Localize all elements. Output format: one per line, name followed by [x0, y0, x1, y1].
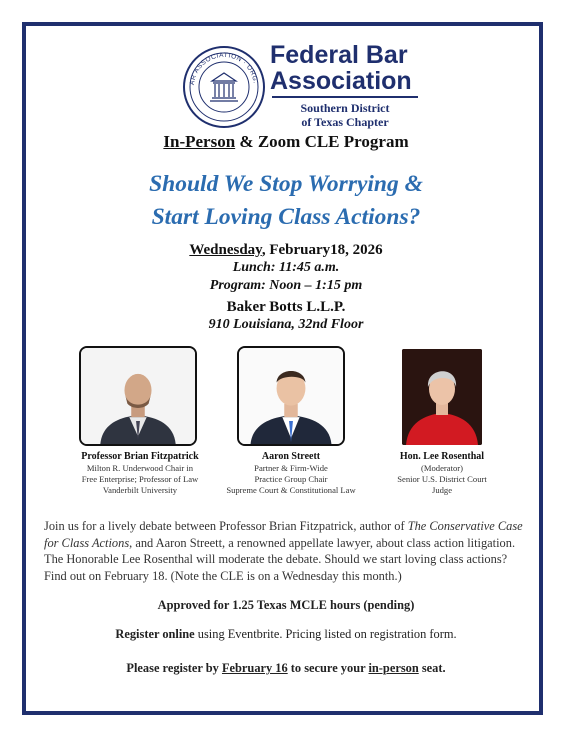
speaker-info-rosenthal [372, 451, 512, 496]
event-program-time: Program: Noon – 1:15 pm [209, 278, 363, 293]
chapter-line1: Southern District [300, 101, 390, 115]
fba-seal-logo [182, 45, 266, 129]
speaker-title-line: Free Enterprise; Professor of Law [81, 474, 199, 484]
program-type [0, 132, 572, 152]
speaker-title-line: Judge [431, 485, 453, 495]
event-date-text: , February18, 2026 [261, 242, 383, 258]
deadline-text-3: seat. [418, 661, 446, 675]
mcle-approval: Approved for 1.25 Texas MCLE hours (pending) [157, 598, 415, 612]
org-name-block [270, 42, 430, 129]
speaker-info-fitzpatrick [60, 451, 220, 496]
speaker-title-line: Practice Group Chair [254, 474, 328, 484]
description-part1: Join us for a lively debate between Professor Brian Fitzpatrick, author of [44, 519, 408, 533]
register-info [0, 627, 572, 642]
speaker-name: Hon. Lee Rosenthal [399, 451, 485, 462]
seal-text: AR ASSOCIATION · ORG. [188, 51, 259, 86]
register-rest: using Eventbrite. Pricing listed on registration form. [194, 627, 457, 641]
speaker-name: Professor Brian Fitzpatrick [81, 451, 199, 462]
event-title-line1: Should We Stop Worrying & [149, 171, 423, 197]
deadline-text-1: Please register by [126, 661, 222, 675]
chapter-line2: of Texas Chapter [301, 115, 389, 129]
speaker-photo-streett [237, 346, 345, 446]
speaker-photo-rosenthal [402, 349, 482, 445]
book-title: The Conservative Case for Class Actions [44, 519, 523, 550]
speaker-title-line: Senior U.S. District Court [397, 474, 487, 484]
speaker-title-line: Supreme Court & Constitutional Law [226, 485, 356, 495]
speaker-title-line: Partner & Firm-Wide [254, 463, 328, 473]
org-name-line1: Federal Bar [270, 41, 408, 69]
register-online-label: Register online [115, 627, 195, 641]
deadline-text-2: to secure your [287, 661, 369, 675]
speaker-info-streett [213, 451, 369, 496]
deadline-date: February 16 [221, 661, 288, 675]
speaker-title-line: Vanderbilt University [102, 485, 178, 495]
event-lunch: Lunch: 11:45 a.m. [232, 260, 340, 275]
org-divider [272, 96, 418, 98]
speaker-photo-fitzpatrick [79, 346, 197, 446]
registration-deadline [0, 661, 572, 676]
speaker-name: Aaron Streett [261, 451, 321, 462]
program-in-person: In-Person [163, 132, 236, 151]
event-venue: Baker Botts L.L.P. [226, 299, 346, 315]
speaker-title-line: (Moderator) [421, 463, 463, 473]
deadline-in-person: in-person [368, 661, 419, 675]
event-date [0, 242, 572, 259]
speaker-title-line: Milton R. Underwood Chair in [86, 463, 194, 473]
description-part2: , and Aaron Streett, a renowned appellate lawyer, about class action litigation. The Honorable Lee Rosenthal will moderate the debate. Should we start loving class actions? Find out on February 18. (Note the CLE is on a Wednesday this month.) [44, 535, 516, 583]
event-description [44, 518, 530, 584]
event-weekday: Wednesday [189, 242, 262, 258]
event-title-line2: Start Loving Class Actions? [151, 204, 421, 230]
event-address: 910 Louisiana, 32nd Floor [208, 317, 364, 332]
program-rest: & Zoom CLE Program [235, 132, 409, 151]
org-name-line2: Association [270, 67, 412, 95]
